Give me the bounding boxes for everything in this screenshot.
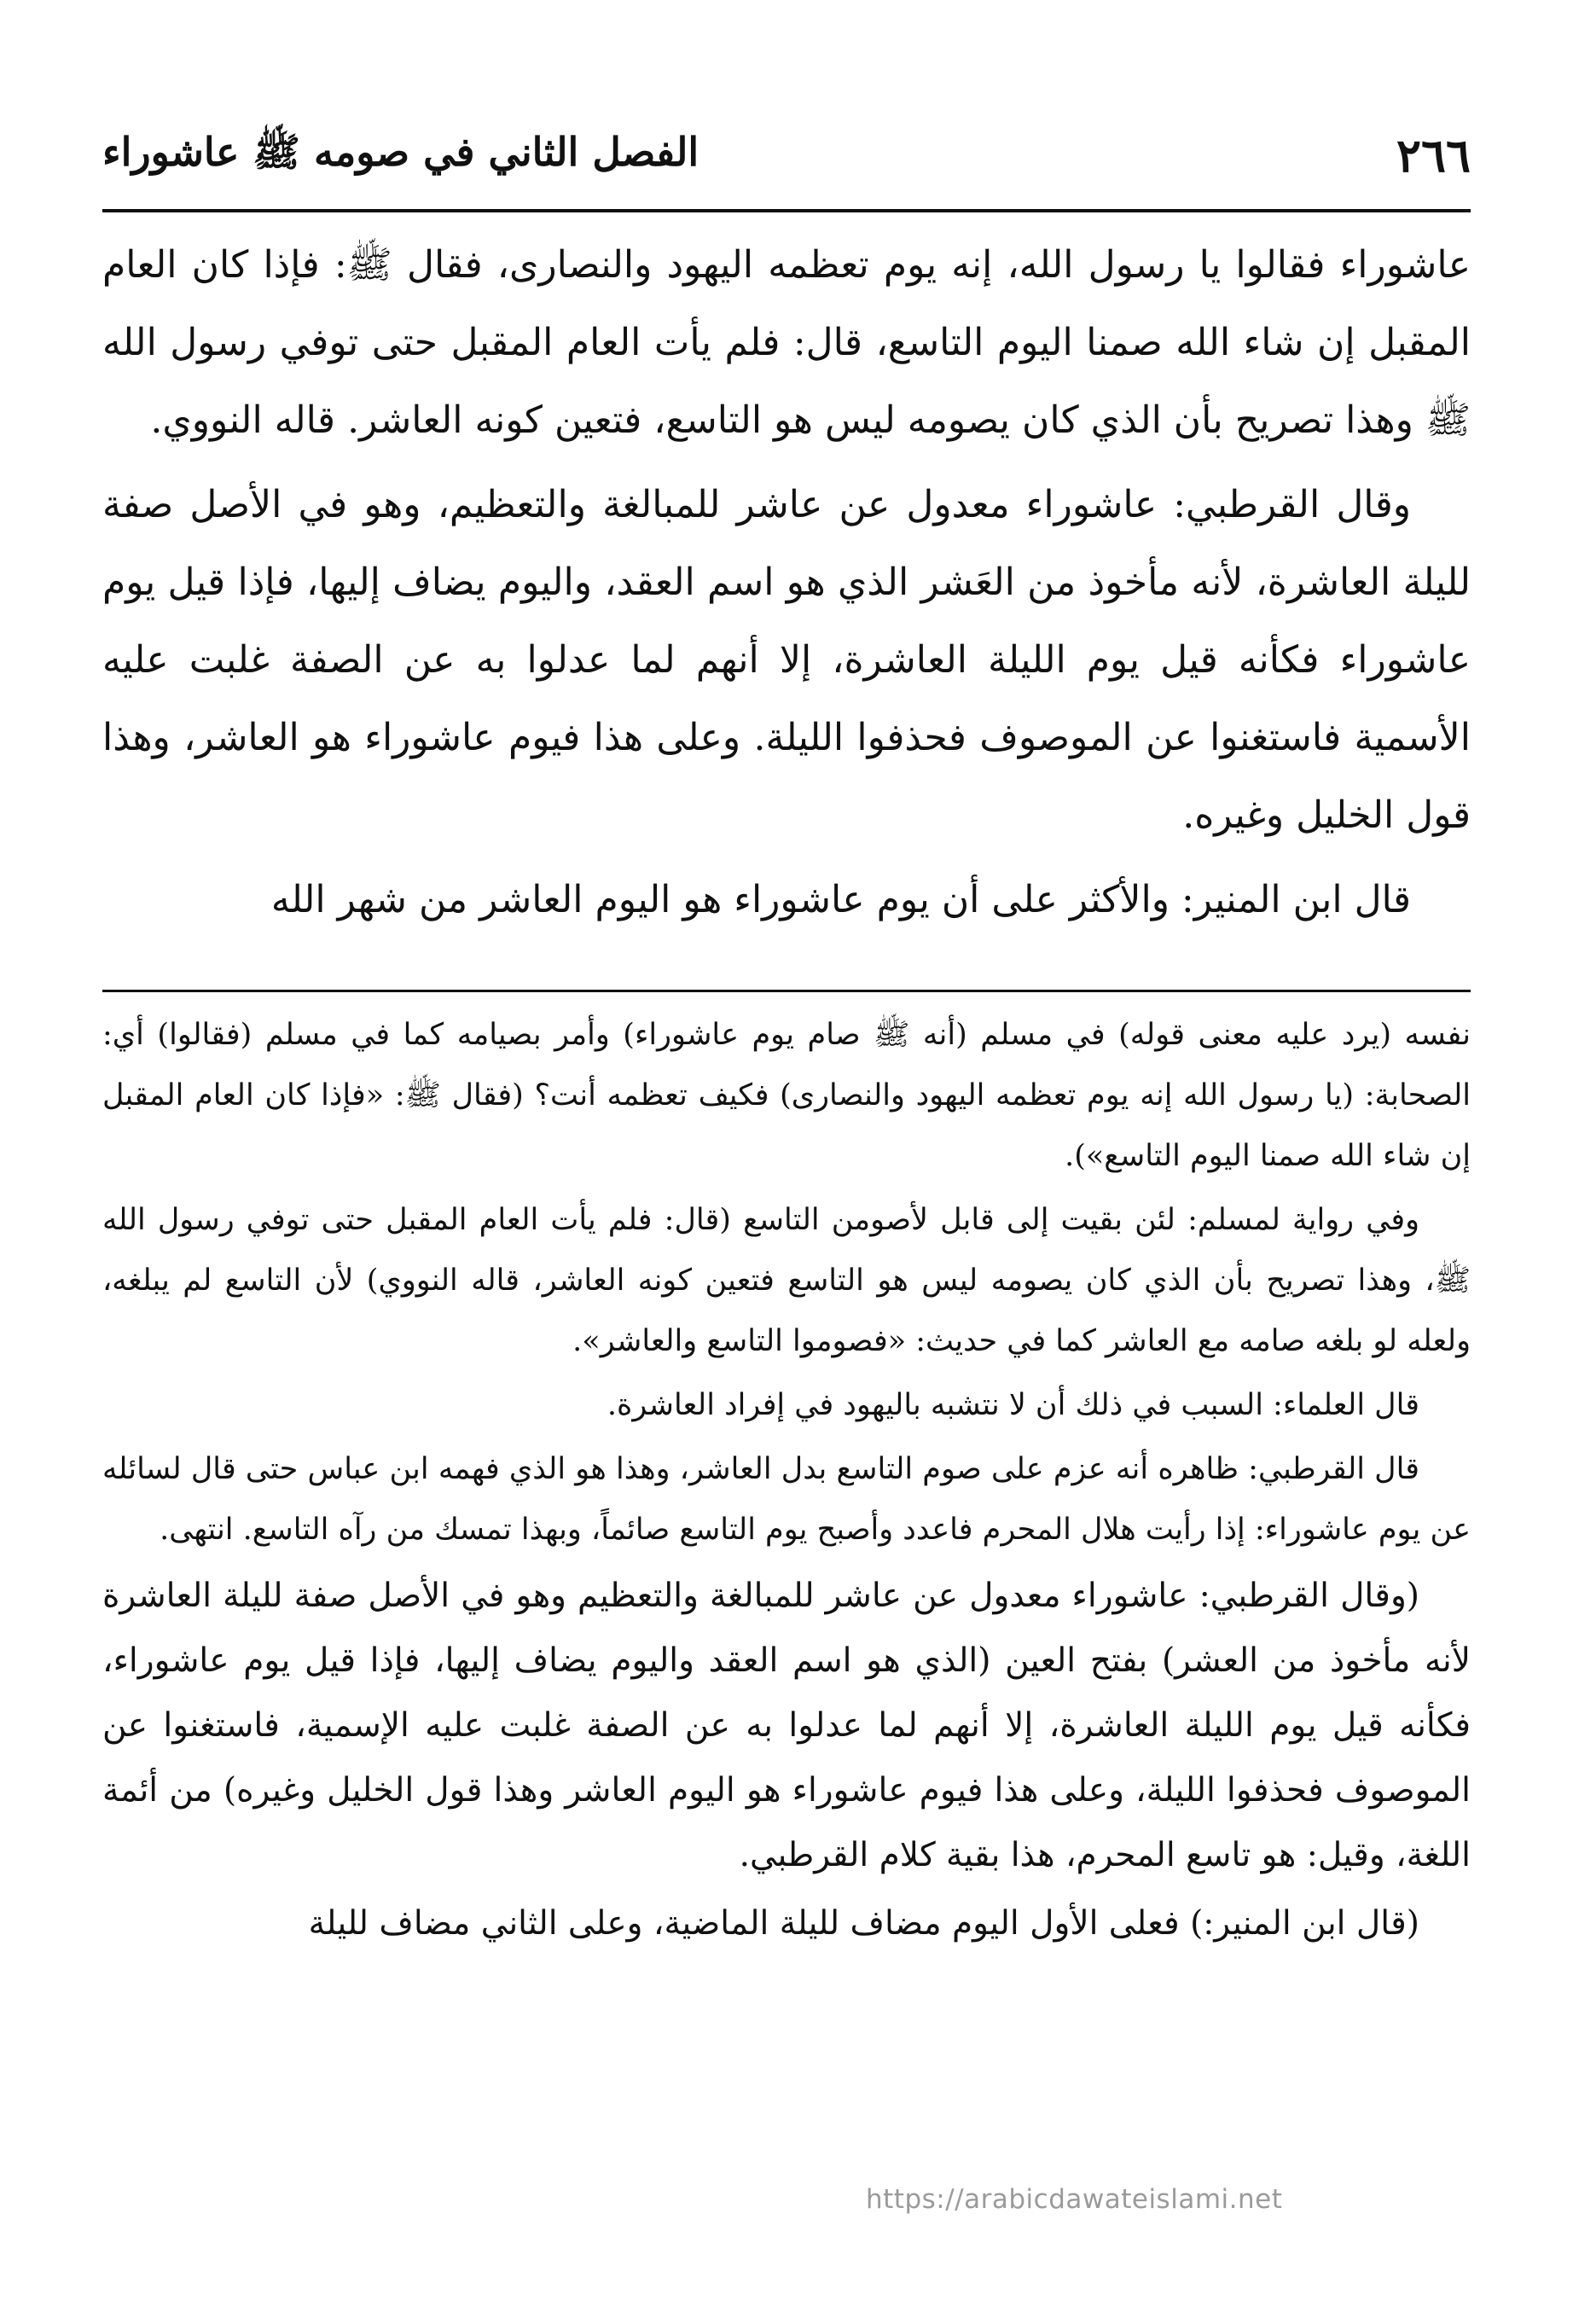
header-divider [102, 209, 1471, 212]
page-number: ٢٦٦ [1396, 128, 1471, 183]
main-paragraph: وقال القرطبي: عاشوراء معدول عن عاشر للمبالغة والتعظيم، وهو في الأصل صفة لليلة العاشرة، لأنه مأخوذ من العَشر الذي هو اسم العقد، واليوم يضاف إليها، فإذا قيل يوم عاشوراء فكأنه قيل يوم الليلة العاشرة، إلا أنهم لما عدلوا به عن الصفة غلبت عليه الأسمية فاستغنوا عن الموصوف فحذفوا الليلة. وعلى هذا فيوم عاشوراء هو العاشر، وهذا قول الخليل وغيره. [102, 483, 1471, 837]
commentary-paragraph: وفي رواية لمسلم: لئن بقيت إلى قابل لأصومن التاسع (قال: فلم يأت العام المقبل حتى توفي رسول الله ﷺ، وهذا تصريح بأن الذي كان يصومه ليس هو التاسع فتعين كونه العاشر، قاله النووي) لأن التاسع لم يبلغه، ولعله لو بلغه صامه مع العاشر كما في حديث: «فصوموا التاسع والعاشر». [102, 1203, 1471, 1358]
commentary-paragraph: (وقال القرطبي: عاشوراء معدول عن عاشر للمبالغة والتعظيم وهو في الأصل صفة لليلة العاشرة لأنه مأخوذ من العشر) بفتح العين (الذي هو اسم العقد واليوم يضاف إليها، فإذا قيل يوم عاشوراء، فكأنه قيل يوم الليلة العاشرة، إلا أنهم لما عدلوا به عن الصفة غلبت عليه الإسمية، فاستغنوا عن الموصوف فحذفوا الليلة، وعلى هذا فيوم عاشوراء هو اليوم العاشر وهذا قول الخليل وغيره) من أئمة اللغة، وقيل: هو تاسع المحرم، هذا بقية كلام القرطبي. [102, 1577, 1471, 1874]
page-header [102, 119, 1471, 205]
commentary-paragraph: نفسه (يرد عليه معنى قوله) في مسلم (أنه ﷺ صام يوم عاشوراء) وأمر بصيامه كما في مسلم (فقالوا) أي: الصحابة: (يا رسول الله إنه يوم تعظمه اليهود والنصارى) فكيف تعظمه أنت؟ (فقال ﷺ: «فإذا كان العام المقبل إن شاء الله صمنا اليوم التاسع»). [102, 1018, 1471, 1173]
commentary-text [102, 1005, 1471, 1956]
commentary-paragraph: قال القرطبي: ظاهره أنه عزم على صوم التاسع بدل العاشر، وهذا هو الذي فهمه ابن عباس حتى قال لسائله عن يوم عاشوراء: إذا رأيت هلال المحرم فاعدد وأصبح يوم التاسع صائماً، وبهذا تمسك من رآه التاسع. انتهى. [102, 1452, 1471, 1547]
main-text [102, 226, 1471, 945]
main-paragraph: قال ابن المنير: والأكثر على أن يوم عاشوراء هو اليوم العاشر من شهر الله [270, 878, 1411, 921]
watermark: https://arabicdawateislami.net [866, 2184, 1283, 2215]
commentary-paragraph: (قال ابن المنير:) فعلى الأول اليوم مضاف لليلة الماضية، وعلى الثاني مضاف لليلة [308, 1904, 1419, 1943]
main-paragraph: عاشوراء فقالوا يا رسول الله، إنه يوم تعظمه اليهود والنصارى، فقال ﷺ: فإذا كان العام المقبل إن شاء الله صمنا اليوم التاسع، قال: فلم يأت العام المقبل حتى توفي رسول الله ﷺ وهذا تصريح بأن الذي كان يصومه ليس هو التاسع، فتعين كونه العاشر. قاله النووي. [102, 243, 1471, 442]
footnote-divider [102, 990, 1471, 992]
commentary-paragraph: قال العلماء: السبب في ذلك أن لا نتشبه باليهود في إفراد العاشرة. [607, 1388, 1419, 1422]
running-title: الفصل الثاني في صومه ﷺ عاشوراء [102, 129, 699, 175]
